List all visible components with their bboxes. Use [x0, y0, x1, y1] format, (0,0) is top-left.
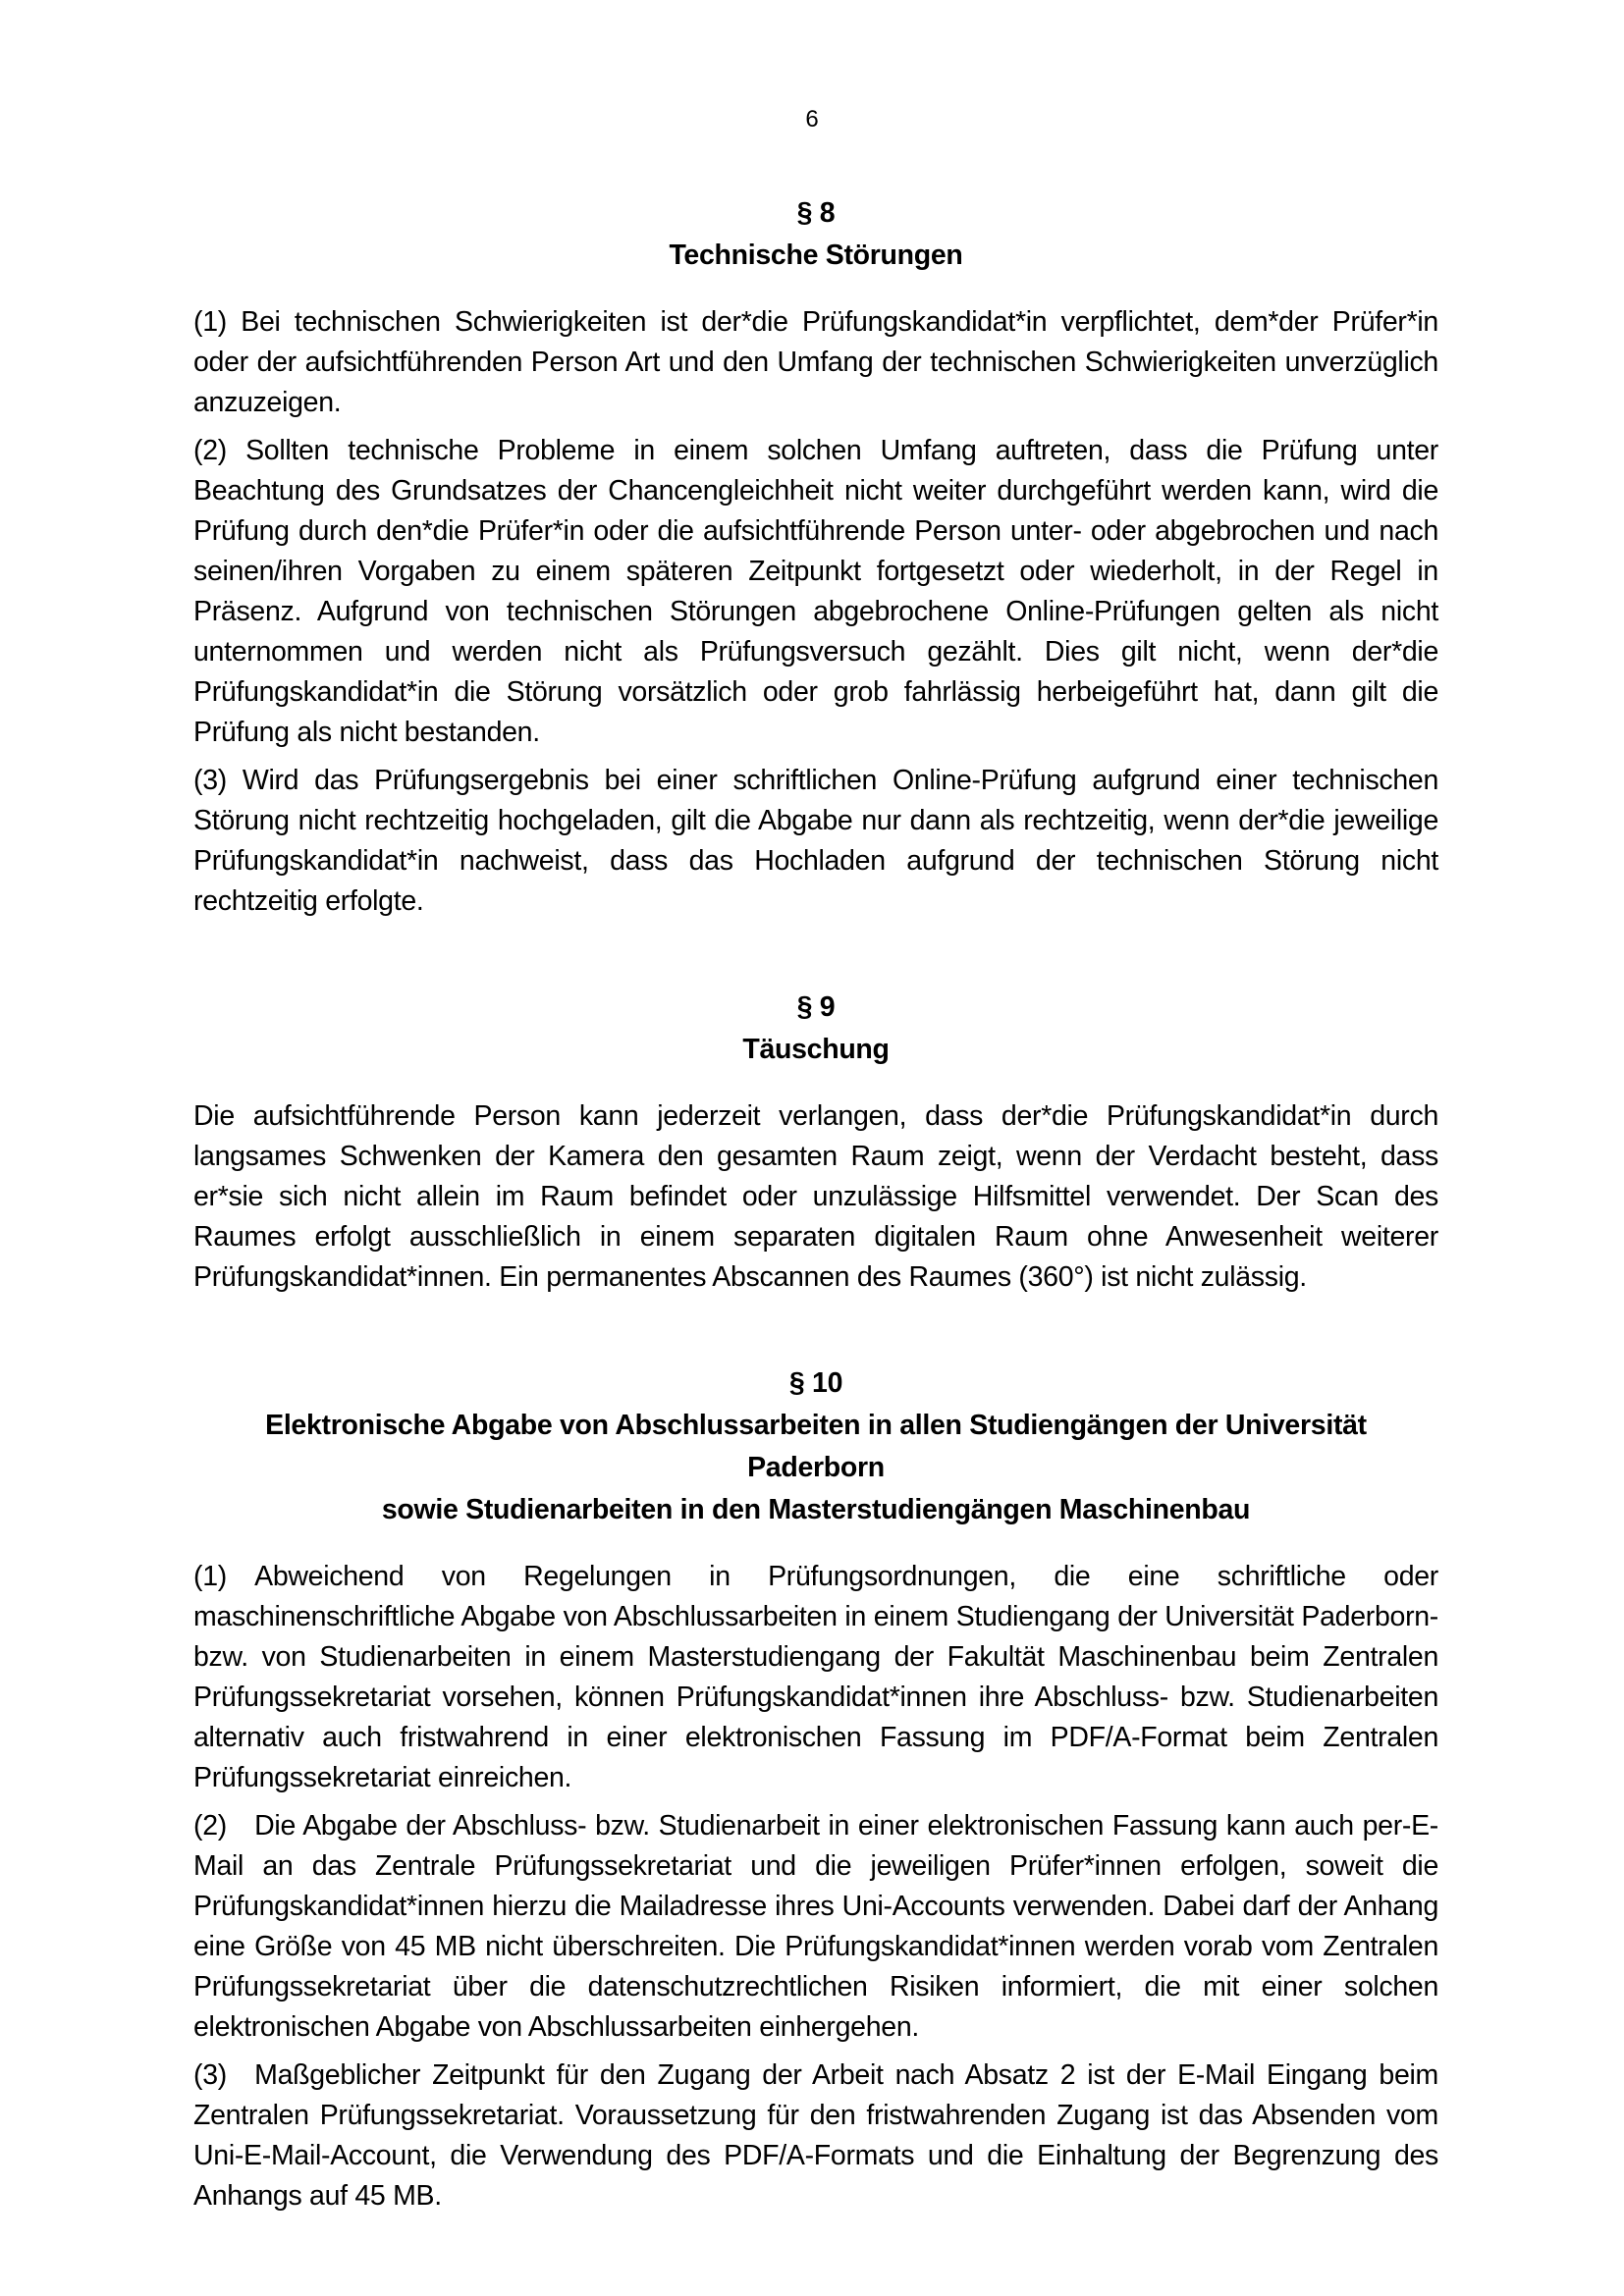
section-number: § 8: [796, 197, 836, 229]
section-title-line-1: Elektronische Abgabe von Abschlussarbeiten in allen Studiengängen der Universität Paderborn: [265, 1410, 1367, 1483]
page-content: [193, 192, 1438, 2216]
section-number: § 9: [796, 991, 836, 1023]
section-heading: [193, 1362, 1438, 1531]
section-title: Technische Störungen: [669, 240, 963, 271]
section-body: [193, 1557, 1438, 2216]
paragraph: (3) Wird das Prüfungsergebnis bei einer schriftlichen Online-Prüfung aufgrund einer technischen Störung nicht rechtzeitig hochgeladen, gilt die Abgabe nur dann als rechtzeitig, wenn der*die jeweilige Prüfungskandidat*in nachweist, dass das Hochladen aufgrund der technischen Störung nicht rechtzeitig erfolgte.: [193, 765, 1438, 917]
section-9: [193, 987, 1438, 1298]
paragraph: (1) Bei technischen Schwierigkeiten ist der*die Prüfungskandidat*in verpflichtet, dem*der Prüfer*in oder der aufsichtführenden Person Art und den Umfang der technischen Schwierigkeiten unverzüglich anzuzeigen.: [193, 306, 1438, 418]
section-number: § 10: [788, 1367, 843, 1399]
section-spacer: [193, 1298, 1438, 1362]
section-heading: [193, 987, 1438, 1071]
section-spacer: [193, 922, 1438, 987]
paragraph: (2) Sollten technische Probleme in einem solchen Umfang auftreten, dass die Prüfung unter Beachtung des Grundsatzes der Chancengleichheit nicht weiter durchgeführt werden kann, wird die Prüfung durch den*die Prüfer*in oder die aufsichtführende Person unter- oder abgebrochen und nach seinen/ihren Vorgaben zu einem späteren Zeitpunkt fortgesetzt oder wiederholt, in der Regel in Präsenz. Aufgrund von technischen Störungen abgebrochene Online-Prüfungen gelten als nicht unternommen und werden nicht als Prüfungsversuch gezählt. Dies gilt nicht, wenn der*die Prüfungskandidat*in die Störung vorsätzlich oder grob fahrlässig herbeigeführt hat, dann gilt die Prüfung als nicht bestanden.: [193, 435, 1438, 748]
paragraph: (2) Die Abgabe der Abschluss- bzw. Studienarbeit in einer elektronischen Fassung kann auch per-E-Mail an das Zentrale Prüfungssekretariat und die jeweiligen Prüfer*innen erfolgen, soweit die Prüfungskandidat*innen hierzu die Mailadresse ihres Uni-Accounts verwenden. Dabei darf der Anhang eine Größe von 45 MB nicht überschreiten. Die Prüfungskandidat*innen werden vorab vom Zentralen Prüfungssekretariat über die datenschutzrechtlichen Risiken informiert, die mit einer solchen elektronischen Abgabe von Abschlussarbeiten einhergehen.: [193, 1810, 1438, 2043]
paragraph: Die aufsichtführende Person kann jederzeit verlangen, dass der*die Prüfungskandidat*in durch langsames Schwenken der Kamera den gesamten Raum zeigt, wenn der Verdacht besteht, dass er*sie sich nicht allein im Raum befindet oder unzulässige Hilfsmittel verwendet. Der Scan des Raumes erfolgt ausschließlich in einem separaten digitalen Raum ohne Anwesenheit weiterer Prüfungskandidat*innen. Ein permanentes Abscannen des Raumes (360°) ist nicht zulässig.: [193, 1100, 1438, 1293]
paragraph: (3) Maßgeblicher Zeitpunkt für den Zugang der Arbeit nach Absatz 2 ist der E-Mail Eingang beim Zentralen Prüfungssekretariat. Voraussetzung für den fristwahrenden Zugang ist das Absenden vom Uni-E-Mail-Account, die Verwendung des PDF/A-Formats und die Einhaltung der Begrenzung des Anhangs auf 45 MB.: [193, 2059, 1438, 2212]
section-10: [193, 1362, 1438, 2216]
paragraph: (1) Abweichend von Regelungen in Prüfungsordnungen, die eine schriftliche oder maschinenschriftliche Abgabe von Abschlussarbeiten in einem Studiengang der Universität Paderborn- bzw. von Studienarbeiten in einem Masterstudiengang der Fakultät Maschinenbau beim Zentralen Prüfungssekretariat vorsehen, können Prüfungskandidat*innen ihre Abschluss- bzw. Studienarbeiten alternativ auch fristwahrend in einer elektronischen Fassung im PDF/A-Format beim Zentralen Prüfungssekretariat einreichen.: [193, 1561, 1438, 1793]
section-title: Täuschung: [742, 1034, 890, 1065]
section-heading: [193, 192, 1438, 277]
section-title-line-2: sowie Studienarbeiten in den Masterstudiengängen Maschinenbau: [381, 1494, 1251, 1525]
page-number: 6: [805, 106, 819, 133]
section-body: [193, 302, 1438, 922]
section-body: [193, 1096, 1438, 1298]
section-8: [193, 192, 1438, 922]
